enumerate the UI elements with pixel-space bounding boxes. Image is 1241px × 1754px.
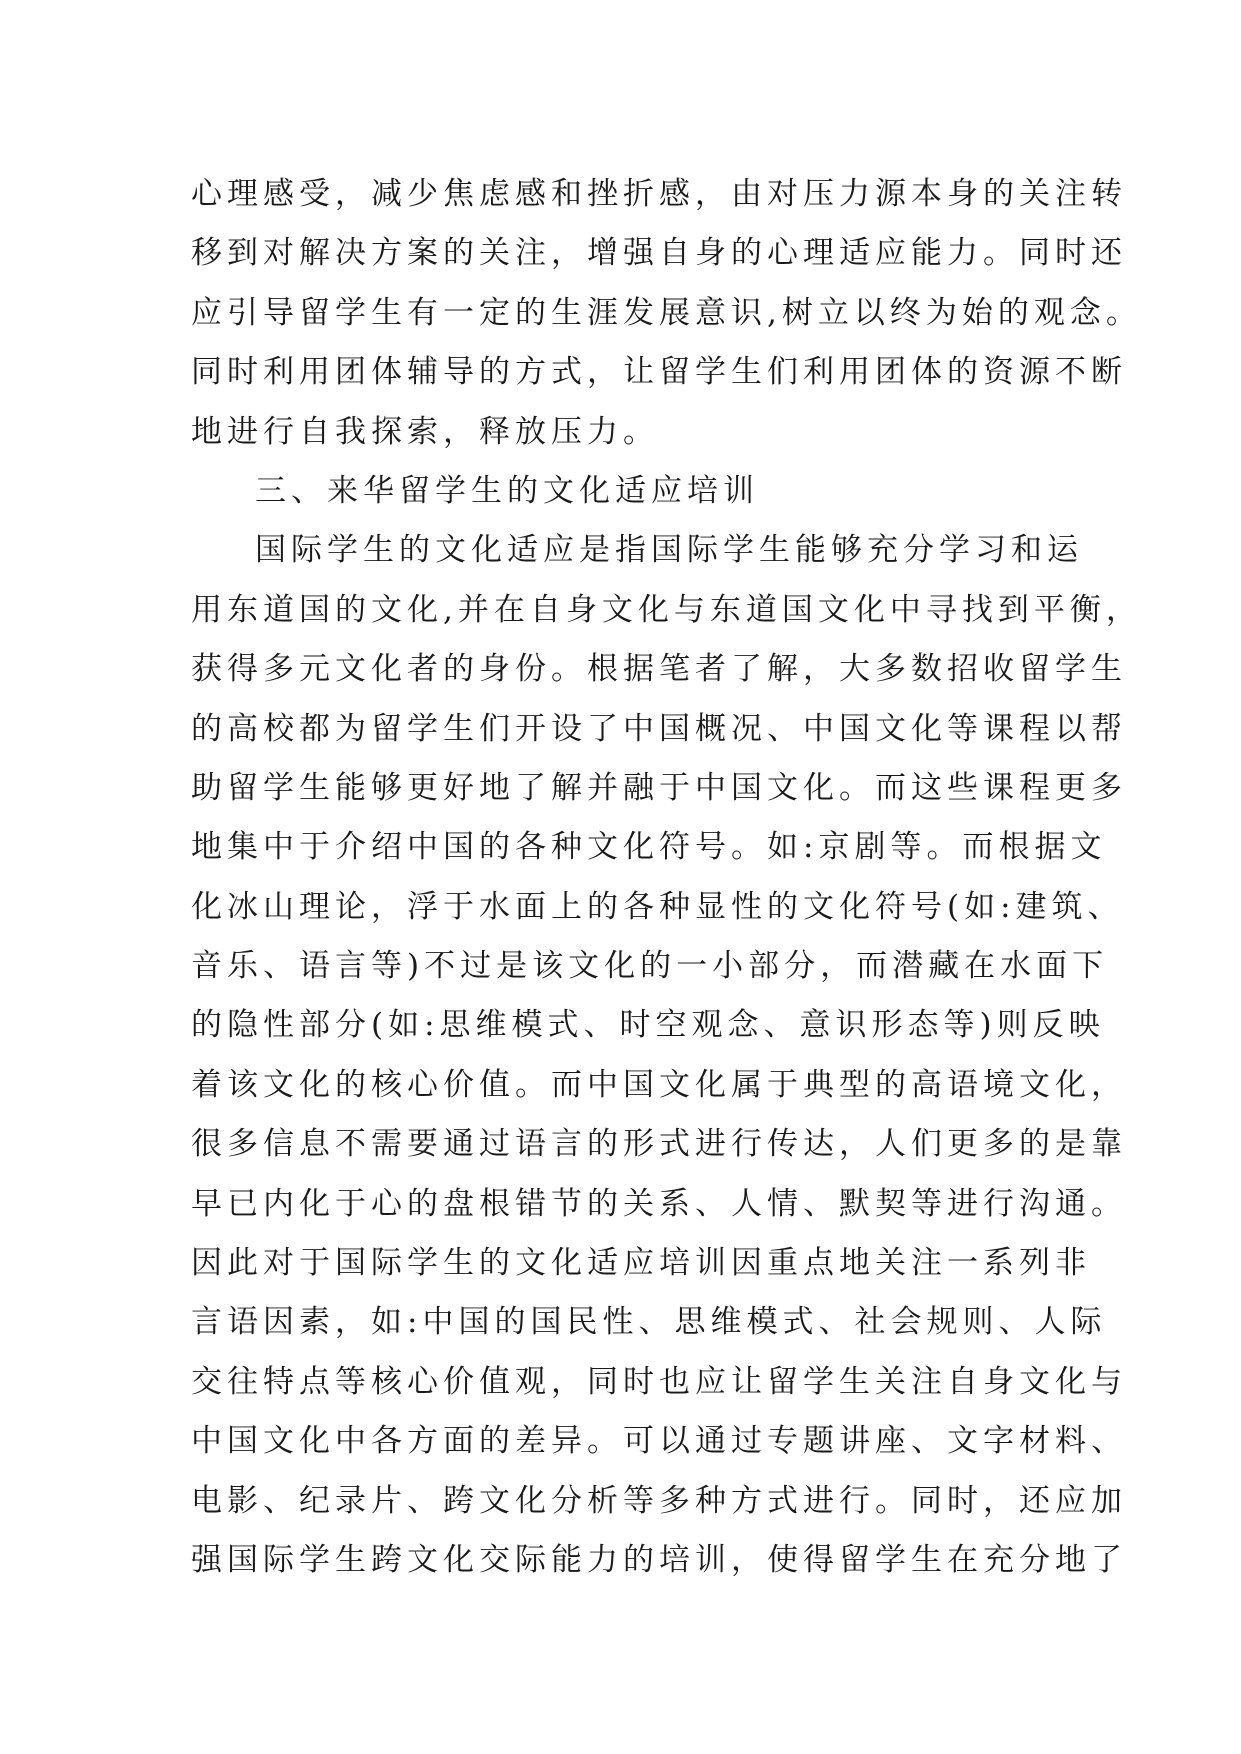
text-line: 音乐、语言等)不过是该文化的一小部分，而潜藏在水面下 [191,948,1109,985]
text-line: 很多信息不需要通过语言的形式进行传达，人们更多的是靠 [191,1126,1127,1163]
text-line: 国际学生的文化适应是指国际学生能够充分学习和运 [255,532,1083,569]
text-line: 心理感受，减少焦虑感和挫折感，由对压力源本身的关注转 [191,176,1127,212]
section-heading: 三、来华留学生的文化适应培训 [255,472,759,509]
text-line: 强国际学生跨文化交际能力的培训，使得留学生在充分地了 [191,1541,1127,1578]
text-line: 地进行自我探索，释放压力。 [191,413,659,450]
text-line: 因此对于国际学生的文化适应培训因重点地关注一系列非 [191,1245,1091,1282]
text-line: 言语因素，如:中国的国民性、思维模式、社会规则、人际 [191,1304,1107,1341]
text-line: 化冰山理论，浮于水面上的各种显性的文化符号(如:建筑、 [191,888,1124,925]
text-line: 用东道国的文化,并在自身文化与东道国文化中寻找到平衡， [191,591,1142,628]
text-line: 地集中于介绍中国的各种文化符号。如:京剧等。而根据文 [191,829,1107,866]
text-line: 的隐性部分(如:思维模式、时空观念、意识形态等)则反映 [191,1007,1105,1044]
text-line: 早已内化于心的盘根错节的关系、人情、默契等进行沟通。 [191,1185,1127,1222]
text-line: 同时利用团体辅导的方式，让留学生们利用团体的资源不断 [191,354,1127,391]
document-body [191,165,1142,1590]
text-line: 着该文化的核心价值。而中国文化属于典型的高语境文化， [191,1066,1127,1103]
text-line: 助留学生能够更好地了解并融于中国文化。而这些课程更多 [191,769,1127,806]
text-line: 中国文化中各方面的差异。可以通过专题讲座、文字材料、 [191,1423,1127,1460]
text-line: 电影、纪录片、跨文化分析等多种方式进行。同时，还应加 [191,1482,1127,1519]
text-line: 移到对解决方案的关注，增强自身的心理适应能力。同时还 [191,235,1127,272]
text-line: 应引导留学生有一定的生涯发展意识,树立以终为始的观念。 [191,294,1142,331]
text-line: 获得多元文化者的身份。根据笔者了解，大多数招收留学生 [191,651,1127,688]
text-line: 的高校都为留学生们开设了中国概况、中国文化等课程以帮 [191,710,1127,747]
text-line: 交往特点等核心价值观，同时也应让留学生关注自身文化与 [191,1363,1127,1400]
